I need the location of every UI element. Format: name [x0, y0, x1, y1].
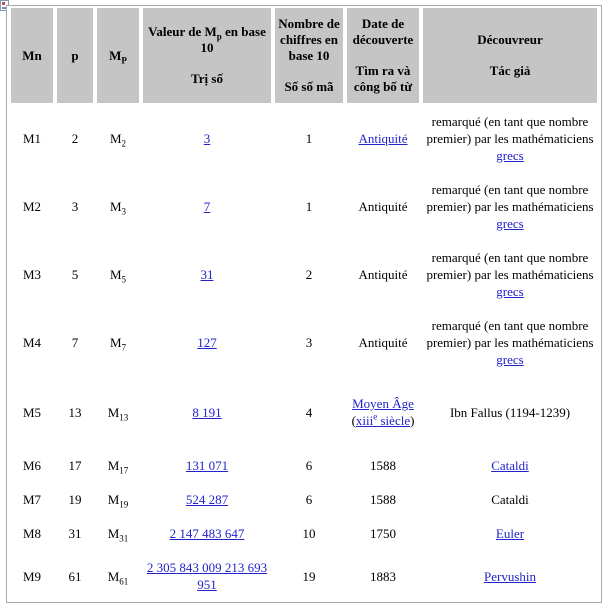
col-header-digits — [275, 8, 343, 103]
mp-subscript: P — [121, 55, 127, 66]
header-label: p — [71, 47, 79, 63]
cell-digits: 1 — [275, 105, 343, 171]
cell-digits: 6 — [275, 449, 343, 481]
value-link[interactable]: 524 287 — [185, 491, 229, 507]
cell-p: 19 — [57, 483, 93, 515]
cell-mn: M5 — [11, 377, 53, 447]
cell-mn: M1 — [11, 105, 53, 171]
discoverer-link[interactable]: Cataldi — [491, 457, 529, 473]
mp-base: M — [107, 457, 120, 473]
mp-base: M — [109, 130, 122, 146]
cell-digits: 2 — [275, 241, 343, 307]
col-header-p — [57, 8, 93, 103]
mp-base: M — [109, 198, 122, 214]
mersenne-primes-table — [6, 5, 602, 603]
date-punctuation: ( — [351, 413, 356, 428]
cell-date: Antiquité — [347, 309, 419, 375]
cell-mp — [97, 309, 139, 375]
mp-subscript: p — [216, 31, 222, 42]
value-link[interactable]: 31 — [200, 266, 214, 282]
cell-date: Antiquité — [347, 241, 419, 307]
discoverer-link[interactable]: Euler — [495, 526, 525, 541]
cell-date — [347, 105, 419, 171]
cell-value — [143, 309, 271, 375]
cell-date: 1883 — [347, 552, 419, 600]
cell-p: 3 — [57, 173, 93, 239]
grecs-link[interactable]: grecs — [496, 283, 524, 299]
cell-mn: M8 — [11, 517, 53, 550]
mp-subscript: 17 — [119, 465, 129, 476]
table-row — [11, 449, 597, 481]
table-row — [11, 309, 597, 375]
cell-value — [143, 241, 271, 307]
table-row — [11, 377, 597, 447]
table-row — [11, 517, 597, 550]
cell-date: 1588 — [347, 449, 419, 481]
table-row — [11, 483, 597, 515]
mp-subscript: 31 — [119, 533, 129, 544]
cell-p: 7 — [57, 309, 93, 375]
cell-p: 31 — [57, 517, 93, 550]
mp-base: M — [109, 266, 122, 282]
mp-subscript: 7 — [121, 342, 127, 353]
cell-mp — [97, 241, 139, 307]
cell-discoverer — [423, 309, 597, 375]
mp-base: M — [109, 47, 122, 63]
cell-discoverer — [423, 449, 597, 481]
cell-value — [143, 483, 271, 515]
cell-mn: M3 — [11, 241, 53, 307]
header-label — [99, 48, 137, 64]
cell-discoverer: Cataldi — [423, 483, 597, 515]
grecs-link[interactable]: grecs — [496, 215, 524, 231]
col-header-value — [143, 8, 271, 103]
cell-date — [347, 377, 419, 447]
mp-base: M — [107, 404, 120, 420]
cell-mp — [97, 517, 139, 550]
mp-subscript: 61 — [119, 576, 129, 587]
cell-mp — [97, 105, 139, 171]
mp-base: M — [107, 491, 120, 507]
cell-value — [143, 552, 271, 600]
grecs-link[interactable]: grecs — [496, 147, 524, 163]
cell-p: 13 — [57, 377, 93, 447]
grecs-link[interactable]: grecs — [496, 351, 524, 367]
cell-digits: 3 — [275, 309, 343, 375]
discoverer-text: remarqué (en tant que nombre premier) par les mathématiciens — [426, 317, 594, 350]
table-row — [11, 241, 597, 307]
col-header-mp — [97, 8, 139, 103]
moyen-age-link[interactable]: Moyen Âge — [352, 396, 414, 411]
cell-p: 5 — [57, 241, 93, 307]
cell-mp — [97, 483, 139, 515]
cell-p: 17 — [57, 449, 93, 481]
col-header-date — [347, 8, 419, 103]
date-punctuation: ) — [410, 413, 415, 428]
cell-digits: 1 — [275, 173, 343, 239]
col-header-discoverer — [423, 8, 597, 103]
value-link[interactable]: 2 305 843 009 213 693 951 — [146, 560, 268, 592]
cell-date: 1750 — [347, 517, 419, 550]
cell-value — [143, 173, 271, 239]
header-label-vi: Tác giả — [489, 63, 531, 78]
col-header-mn — [11, 8, 53, 103]
cell-value — [143, 449, 271, 481]
header-label-vi: Trị số — [191, 71, 223, 86]
cell-discoverer: Ibn Fallus (1194-1239) — [423, 377, 597, 447]
discoverer-text: remarqué (en tant que nombre premier) par les mathématiciens — [426, 249, 594, 282]
cell-digits: 19 — [275, 552, 343, 600]
cell-mp — [97, 377, 139, 447]
cell-mp — [97, 552, 139, 600]
mp-base: M — [109, 334, 122, 350]
cell-mn: M4 — [11, 309, 53, 375]
discoverer-link[interactable]: Pervushin — [484, 568, 536, 584]
mp-subscript: 13 — [119, 412, 129, 423]
discoverer-text: remarqué (en tant que nombre premier) par les mathématiciens — [426, 181, 594, 214]
mp-subscript: 3 — [121, 206, 127, 217]
cell-value — [143, 105, 271, 171]
cell-digits: 6 — [275, 483, 343, 515]
header-label-vi: Tìm ra và công bố từ — [353, 63, 413, 94]
value-link[interactable]: 8 191 — [192, 404, 222, 420]
ordinal-superscript: e — [373, 411, 378, 422]
cell-discoverer — [423, 105, 597, 171]
cell-discoverer — [423, 552, 597, 600]
cell-value — [143, 517, 271, 550]
cell-mn: M9 — [11, 552, 53, 600]
cell-p: 2 — [57, 105, 93, 171]
header-row — [11, 8, 597, 103]
value-link[interactable]: 127 — [197, 334, 217, 350]
cell-discoverer — [423, 173, 597, 239]
table-row — [11, 105, 597, 171]
cell-mn: M7 — [11, 483, 53, 515]
header-label-vi: Số số mã — [284, 79, 334, 94]
cell-discoverer — [423, 517, 597, 550]
header-label: Mn — [22, 47, 42, 63]
mp-subscript: 5 — [121, 274, 127, 285]
cell-date: Antiquité — [347, 173, 419, 239]
cell-mn: M6 — [11, 449, 53, 481]
table-row — [11, 552, 597, 600]
cell-mn: M2 — [11, 173, 53, 239]
cell-value — [143, 377, 271, 447]
header-label-fr: Découvreur — [477, 32, 543, 47]
mp-subscript: 19 — [119, 499, 129, 510]
cell-mp — [97, 449, 139, 481]
mp-base: M — [107, 526, 120, 541]
discoverer-text: remarqué (en tant que nombre premier) par les mathématiciens — [426, 113, 594, 146]
value-link[interactable]: 131 071 — [185, 457, 229, 473]
header-label-fr: Date de découverte — [352, 16, 414, 47]
mp-base: M — [107, 568, 120, 584]
cell-p: 61 — [57, 552, 93, 600]
cell-mp — [97, 173, 139, 239]
siecle-link[interactable]: xiii$^e$ siècle — [355, 411, 411, 428]
header-label-fr: Nombre de chiffres en base 10 — [278, 16, 340, 63]
value-link[interactable]: 3 — [203, 130, 211, 146]
header-label-fr: Valeur de $M_p$ en base 10 — [148, 24, 266, 55]
table-row — [11, 173, 597, 239]
cell-digits: 10 — [275, 517, 343, 550]
cell-digits: 4 — [275, 377, 343, 447]
value-link[interactable]: 7 — [203, 198, 211, 214]
date-link[interactable]: Antiquité — [358, 130, 408, 146]
cell-discoverer — [423, 241, 597, 307]
cell-date: 1588 — [347, 483, 419, 515]
value-link[interactable]: 2 147 483 647 — [169, 526, 245, 541]
mp-subscript: 2 — [121, 138, 127, 149]
